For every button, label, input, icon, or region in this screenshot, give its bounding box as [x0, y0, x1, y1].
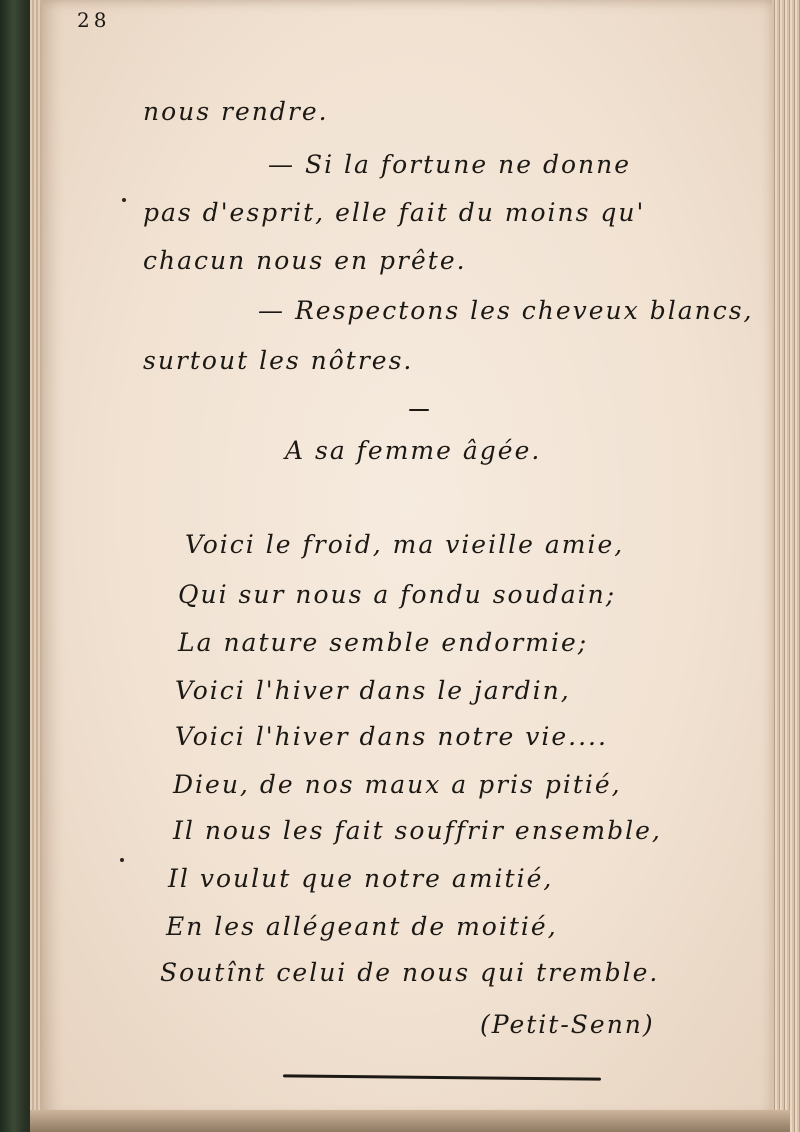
poem-line: En les allégeant de moitié, — [166, 912, 558, 941]
poem-line: Voici l'hiver dans le jardin, — [175, 676, 571, 705]
section-separator — [409, 409, 429, 411]
poem-line: Dieu, de nos maux a pris pitié, — [173, 770, 622, 799]
ink-dot — [120, 858, 124, 862]
prose-line: — Respectons les cheveux blancs, — [258, 296, 754, 325]
prose-line: — Si la fortune ne donne — [268, 150, 632, 179]
page-bottom-edge — [30, 1110, 790, 1132]
poem-line: Il nous les fait souffrir ensemble, — [173, 816, 662, 845]
prose-line: surtout les nôtres. — [143, 346, 414, 375]
poem-line: Soutînt celui de nous qui tremble. — [160, 958, 660, 987]
prose-line: pas d'esprit, elle fait du moins qu' — [143, 198, 646, 227]
poem-author: (Petit-Senn) — [480, 1010, 655, 1039]
prose-line: chacun nous en prête. — [143, 246, 467, 275]
poem-line: Voici le froid, ma vieille amie, — [185, 530, 625, 559]
poem-line: Qui sur nous a fondu soudain; — [178, 580, 617, 609]
poem-title: A sa femme âgée. — [285, 436, 542, 465]
page-edge-right — [772, 0, 800, 1132]
poem-line: Il voulut que notre amitié, — [168, 864, 554, 893]
prose-line: nous rendre. — [143, 97, 329, 126]
poem-line: Voici l'hiver dans notre vie.... — [175, 722, 608, 751]
ink-dot — [122, 198, 126, 202]
page-number: 28 — [77, 8, 111, 32]
poem-line: La nature semble endormie; — [178, 628, 589, 657]
